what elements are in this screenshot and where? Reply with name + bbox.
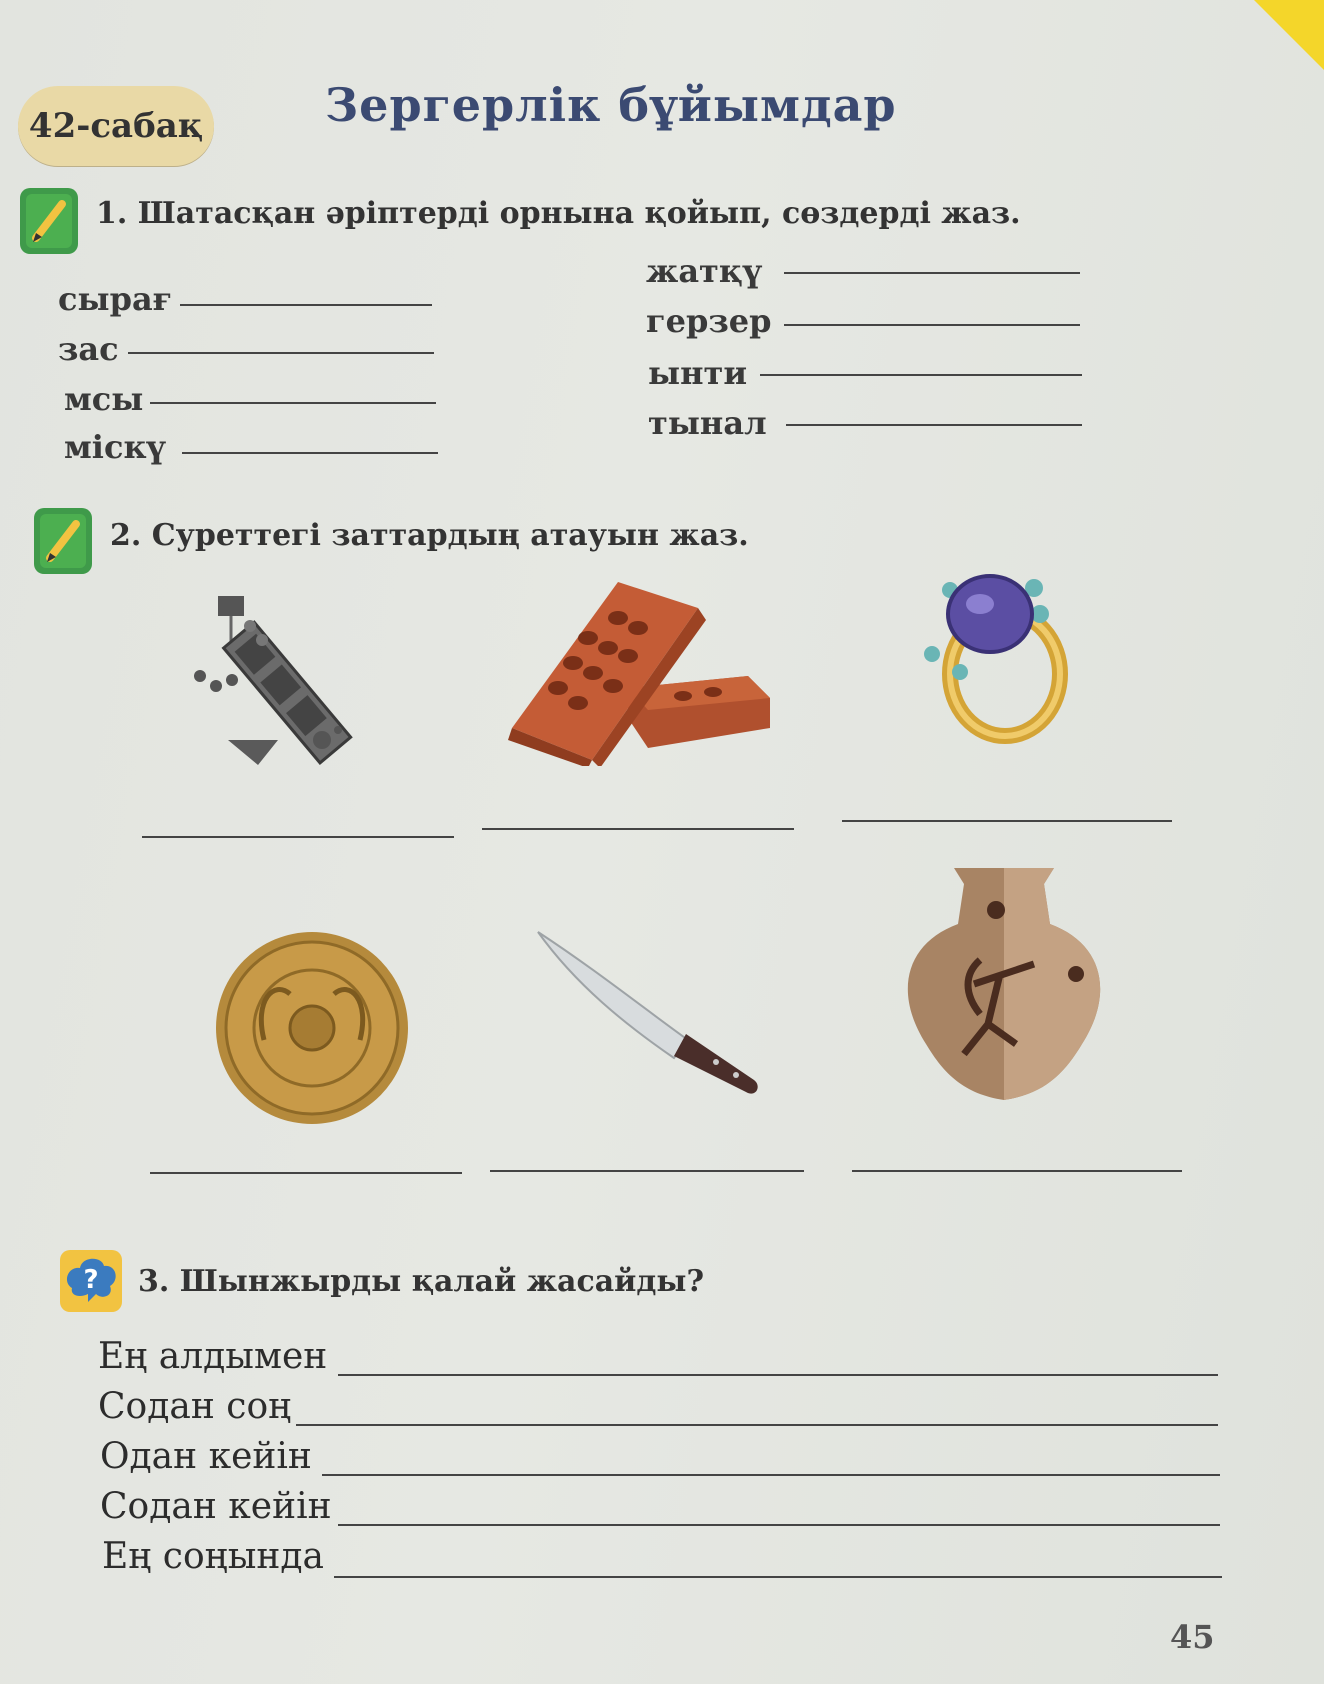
answer-line[interactable] (852, 1170, 1182, 1172)
answer-line[interactable] (786, 424, 1082, 426)
question-icon (58, 1248, 124, 1314)
answer-line[interactable] (322, 1474, 1220, 1476)
answer-line[interactable] (296, 1424, 1218, 1426)
coin-image (214, 930, 410, 1126)
jewelry-set-image (188, 590, 378, 772)
svg-text:?: ? (83, 1265, 99, 1295)
answer-line[interactable] (142, 836, 454, 838)
task3-prompt: 3. Шынжырды қалай жасайды? (138, 1264, 705, 1299)
answer-line[interactable] (128, 352, 434, 354)
answer-line[interactable] (482, 828, 794, 830)
ring-image (920, 574, 1070, 744)
scrambled-word: тынал (648, 404, 767, 442)
scrambled-word: жатқү (646, 252, 762, 290)
answer-line[interactable] (334, 1576, 1222, 1578)
answer-line[interactable] (760, 374, 1082, 376)
scrambled-word: герзер (646, 302, 772, 340)
answer-line[interactable] (150, 1172, 462, 1174)
step-label: Содан соң (98, 1386, 292, 1427)
pencil-icon (20, 188, 78, 254)
scrambled-word: сырағ (58, 280, 173, 318)
answer-line[interactable] (180, 304, 432, 306)
answer-line[interactable] (338, 1524, 1220, 1526)
bricks-image (508, 578, 772, 766)
step-label: Одан кейін (100, 1436, 312, 1477)
lesson-badge: 42-сабақ (18, 86, 214, 166)
page-number: 45 (1170, 1618, 1215, 1656)
pencil-icon (34, 508, 92, 574)
page-title: Зергерлік бұйымдар (325, 78, 897, 132)
page-corner-decoration (1254, 0, 1324, 70)
answer-line[interactable] (182, 452, 438, 454)
vase-image (904, 864, 1104, 1102)
answer-line[interactable] (842, 820, 1172, 822)
answer-line[interactable] (784, 324, 1080, 326)
step-label: Содан кейін (100, 1486, 332, 1527)
step-label: Ең соңында (102, 1536, 324, 1577)
scrambled-word: ынти (648, 354, 748, 392)
answer-line[interactable] (338, 1374, 1218, 1376)
scrambled-word: зас (58, 330, 119, 368)
answer-line[interactable] (150, 402, 436, 404)
scrambled-word: мсы (64, 380, 144, 418)
scrambled-word: міскү (64, 428, 166, 466)
knife-image (536, 930, 766, 1100)
answer-line[interactable] (490, 1170, 804, 1172)
step-label: Ең алдымен (98, 1336, 328, 1377)
task1-prompt: 1. Шатасқан әріптерді орнына қойып, сөздерді жаз. (96, 196, 1021, 231)
task2-prompt: 2. Суреттегі заттардың атауын жаз. (110, 518, 749, 553)
answer-line[interactable] (784, 272, 1080, 274)
